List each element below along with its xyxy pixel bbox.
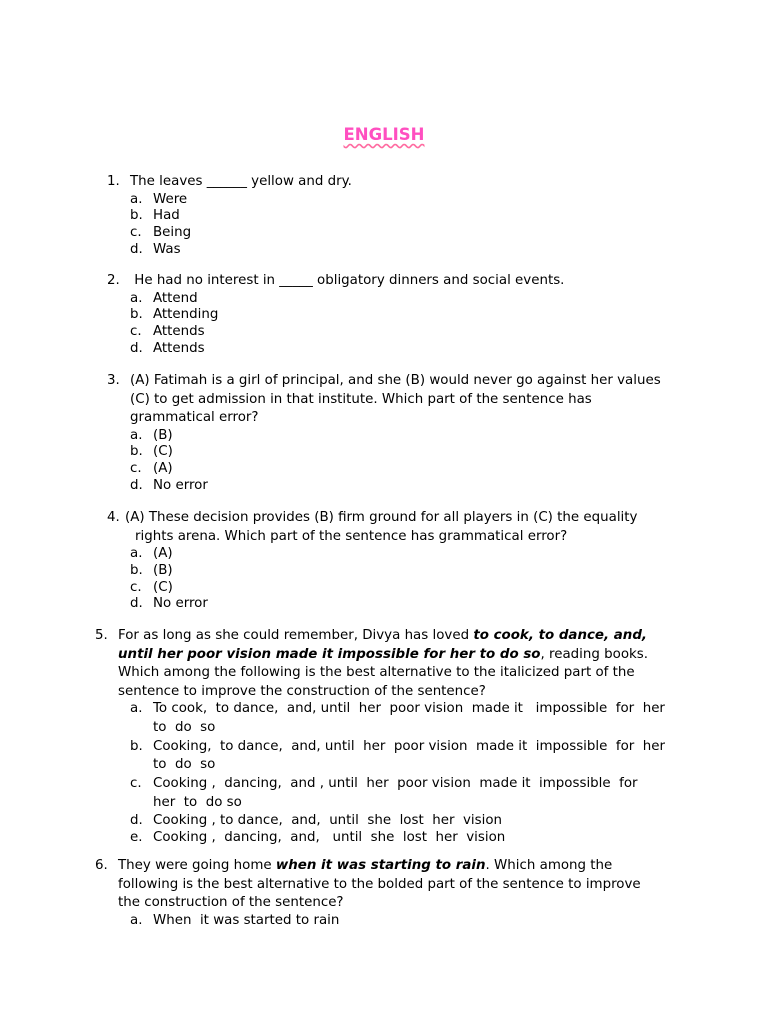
option-b-cont: to do so bbox=[153, 757, 216, 773]
option-b[interactable]: b. Attending bbox=[130, 307, 219, 323]
question-text: (A) These decision provides (B) firm ground for all players in (C) the equality bbox=[125, 510, 638, 525]
question-2 bbox=[107, 272, 565, 358]
question-bold-text: when it was starting to rain bbox=[275, 858, 486, 873]
question-number: 3. bbox=[107, 373, 120, 388]
question-text: rights arena. Which part of the sentence has grammatical error? bbox=[135, 528, 568, 544]
question-text: . Which among the bbox=[485, 858, 613, 873]
option-a[interactable]: a. Attend bbox=[130, 290, 198, 306]
question-text: grammatical error? bbox=[130, 410, 259, 425]
question-italic-text: to cook, to dance, and, bbox=[473, 628, 648, 643]
question-text: (C) to get admission in that institute. Which part of the sentence has bbox=[130, 391, 592, 407]
question-text: , reading books. bbox=[540, 646, 649, 662]
option-b[interactable]: b. Cooking, to dance, and, until her poor vision made it impossible for her bbox=[130, 738, 666, 754]
question-italic-text: until her poor vision made it impossible for her to do so bbox=[118, 646, 541, 662]
question-6 bbox=[95, 857, 641, 929]
question-1 bbox=[107, 173, 352, 259]
question-number: 1. bbox=[107, 174, 120, 189]
option-b[interactable]: b. (B) bbox=[130, 562, 173, 578]
question-number: 5. bbox=[95, 628, 108, 643]
question-3 bbox=[107, 372, 661, 495]
question-text: He had no interest in _____ obligatory dinners and social events. bbox=[130, 273, 565, 288]
question-number: 6. bbox=[95, 858, 108, 873]
option-b[interactable]: b. (C) bbox=[130, 444, 173, 460]
question-number: 2. bbox=[107, 273, 120, 288]
option-a-cont: to do so bbox=[153, 719, 216, 735]
question-text: For as long as she could remember, Divya has loved bbox=[118, 628, 474, 643]
option-e[interactable]: e. Cooking , dancing, and, until she lost her vision bbox=[130, 829, 506, 845]
option-c-cont: her to do so bbox=[153, 794, 242, 810]
option-d[interactable]: d. No error bbox=[130, 477, 208, 493]
question-5 bbox=[95, 627, 666, 846]
question-text: following is the best alternative to the bolded part of the sentence to improve bbox=[118, 876, 641, 892]
question-4 bbox=[107, 509, 638, 613]
question-text: Which among the following is the best alternative to the italicized part of the bbox=[118, 665, 635, 680]
option-d[interactable]: d. Attends bbox=[130, 340, 205, 356]
question-number: 4. bbox=[107, 510, 120, 525]
question-text: The leaves ______ yellow and dry. bbox=[130, 174, 352, 189]
option-a[interactable]: a. (B) bbox=[130, 427, 173, 443]
option-a[interactable]: a. To cook, to dance, and, until her poor vision made it impossible for her bbox=[130, 701, 665, 716]
document-title: ENGLISH bbox=[343, 125, 425, 144]
question-text: the construction of the sentence? bbox=[118, 895, 344, 910]
option-d[interactable]: d. Was bbox=[130, 241, 181, 257]
question-text: (A) Fatimah is a girl of principal, and she (B) would never go against her values bbox=[130, 373, 661, 388]
option-c[interactable]: c. Attends bbox=[130, 324, 205, 340]
question-text: They were going home bbox=[118, 858, 276, 873]
option-b[interactable]: b. Had bbox=[130, 208, 180, 224]
option-c[interactable]: c. Being bbox=[130, 225, 192, 241]
option-c[interactable]: c. (C) bbox=[130, 579, 173, 595]
option-c[interactable]: c. Cooking , dancing, and , until her poor vision made it impossible for bbox=[130, 776, 638, 792]
option-a[interactable]: a. (A) bbox=[130, 546, 173, 561]
option-a[interactable]: a. When it was started to rain bbox=[130, 912, 340, 928]
question-text: sentence to improve the construction of the sentence? bbox=[118, 683, 486, 699]
option-c[interactable]: c. (A) bbox=[130, 461, 173, 477]
option-d[interactable]: d. Cooking , to dance, and, until she lost her vision bbox=[130, 812, 502, 828]
option-a[interactable]: a. Were bbox=[130, 191, 188, 207]
option-d[interactable]: d. No error bbox=[130, 596, 208, 612]
